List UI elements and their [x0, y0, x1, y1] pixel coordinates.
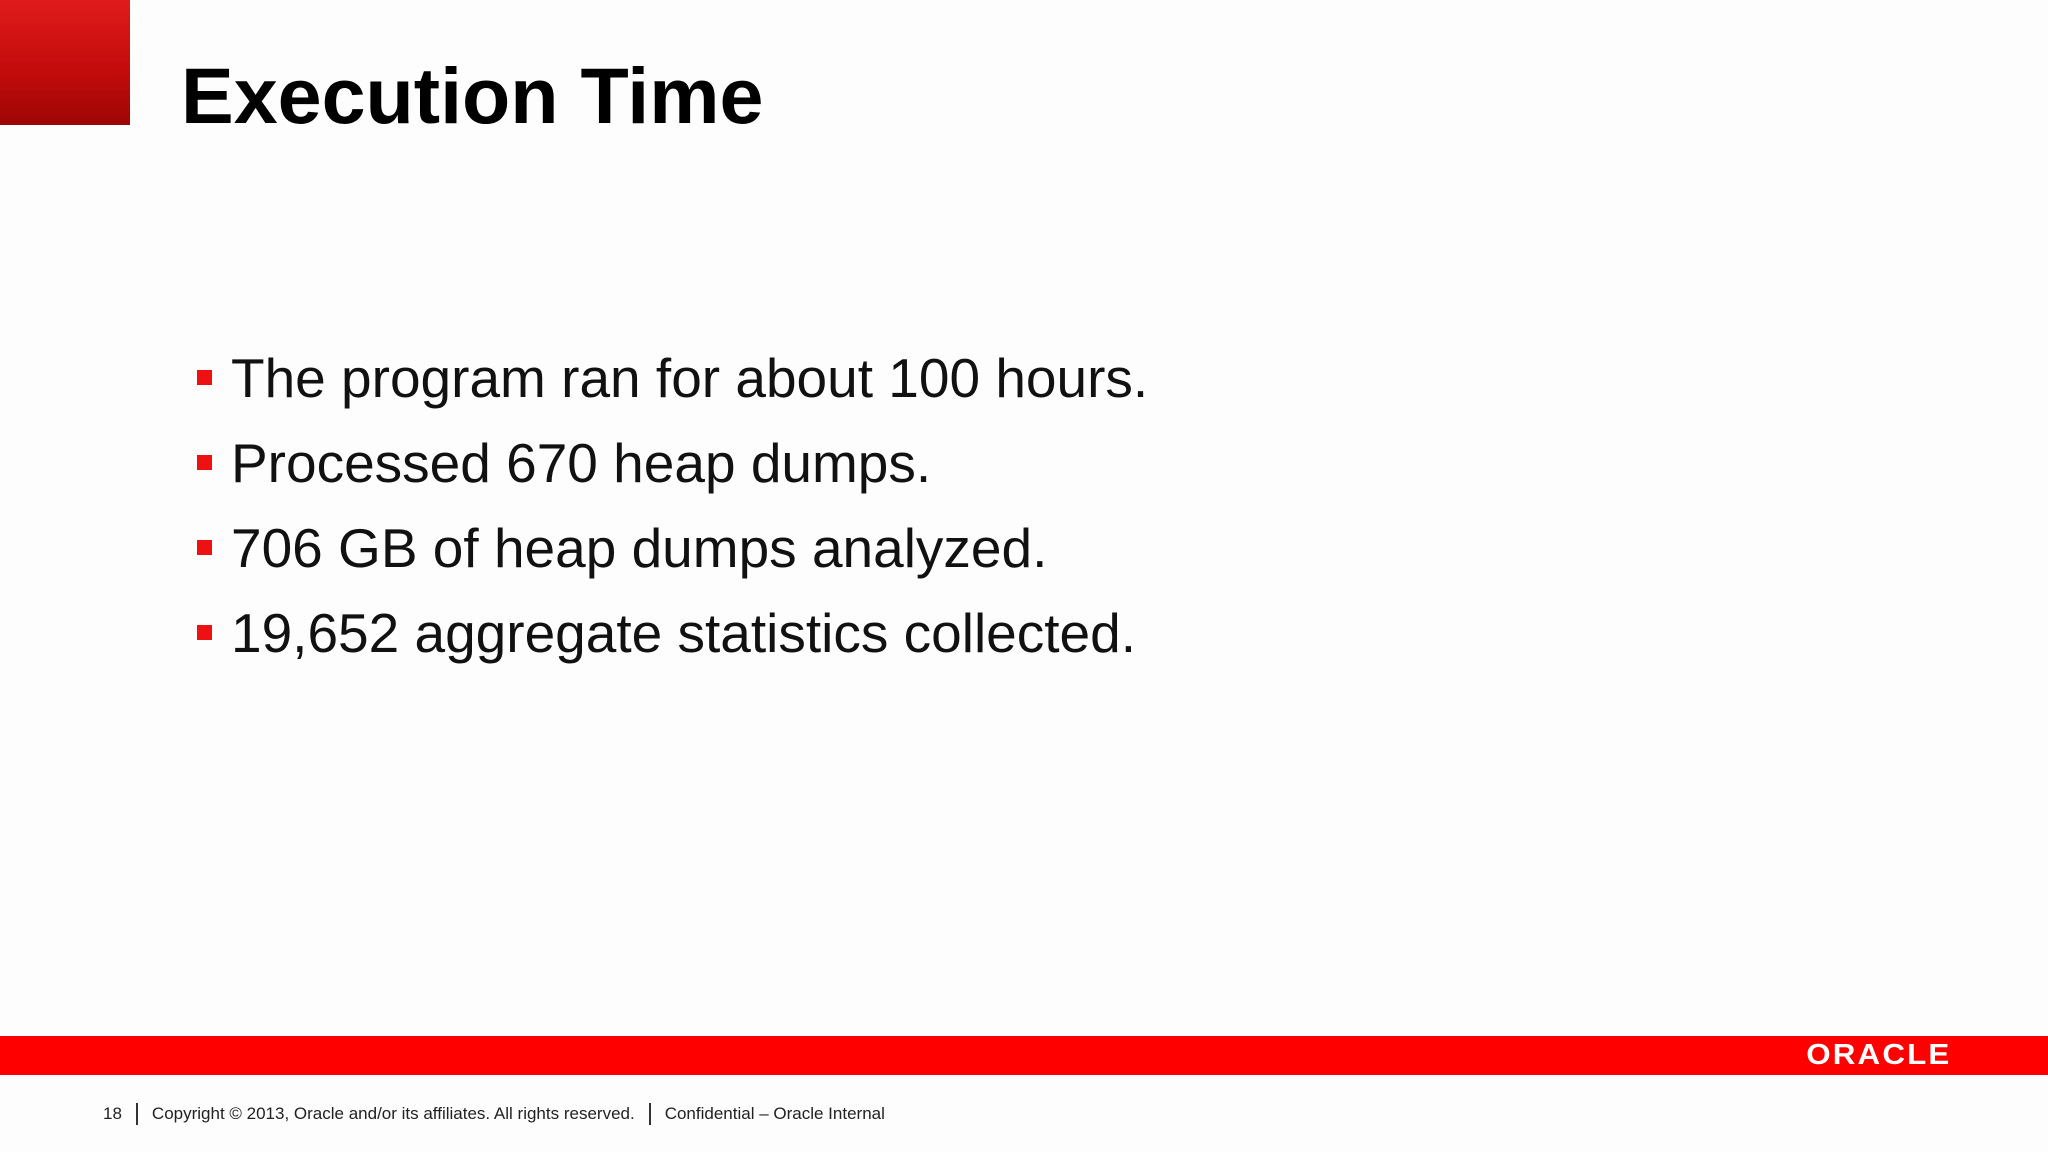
slide-footer [103, 1103, 885, 1125]
copyright-text: Copyright © 2013, Oracle and/or its affiliates. All rights reserved. [151, 1104, 635, 1123]
bullet-item [197, 335, 1148, 420]
square-bullet-icon [197, 540, 212, 555]
oracle-logo: ORACLE [1805, 1039, 1951, 1071]
footer-divider [649, 1103, 651, 1125]
corner-accent-block [0, 0, 130, 125]
bullet-text: Processed 670 heap dumps. [231, 431, 932, 494]
slide-title: Execution Time [181, 51, 764, 140]
footer-red-bar [0, 1036, 2048, 1075]
bullet-list [197, 335, 1148, 675]
square-bullet-icon [197, 625, 212, 640]
bullet-item [197, 590, 1148, 675]
square-bullet-icon [197, 370, 212, 385]
bullet-text: The program ran for about 100 hours. [231, 346, 1149, 409]
square-bullet-icon [197, 455, 212, 470]
classification-text: Confidential – Oracle Internal [664, 1104, 885, 1123]
bullet-text: 706 GB of heap dumps analyzed. [231, 516, 1048, 579]
page-number: 18 [103, 1104, 122, 1123]
bullet-text: 19,652 aggregate statistics collected. [231, 601, 1137, 664]
bullet-item [197, 505, 1148, 590]
footer-divider [136, 1103, 138, 1125]
bullet-item [197, 420, 1148, 505]
